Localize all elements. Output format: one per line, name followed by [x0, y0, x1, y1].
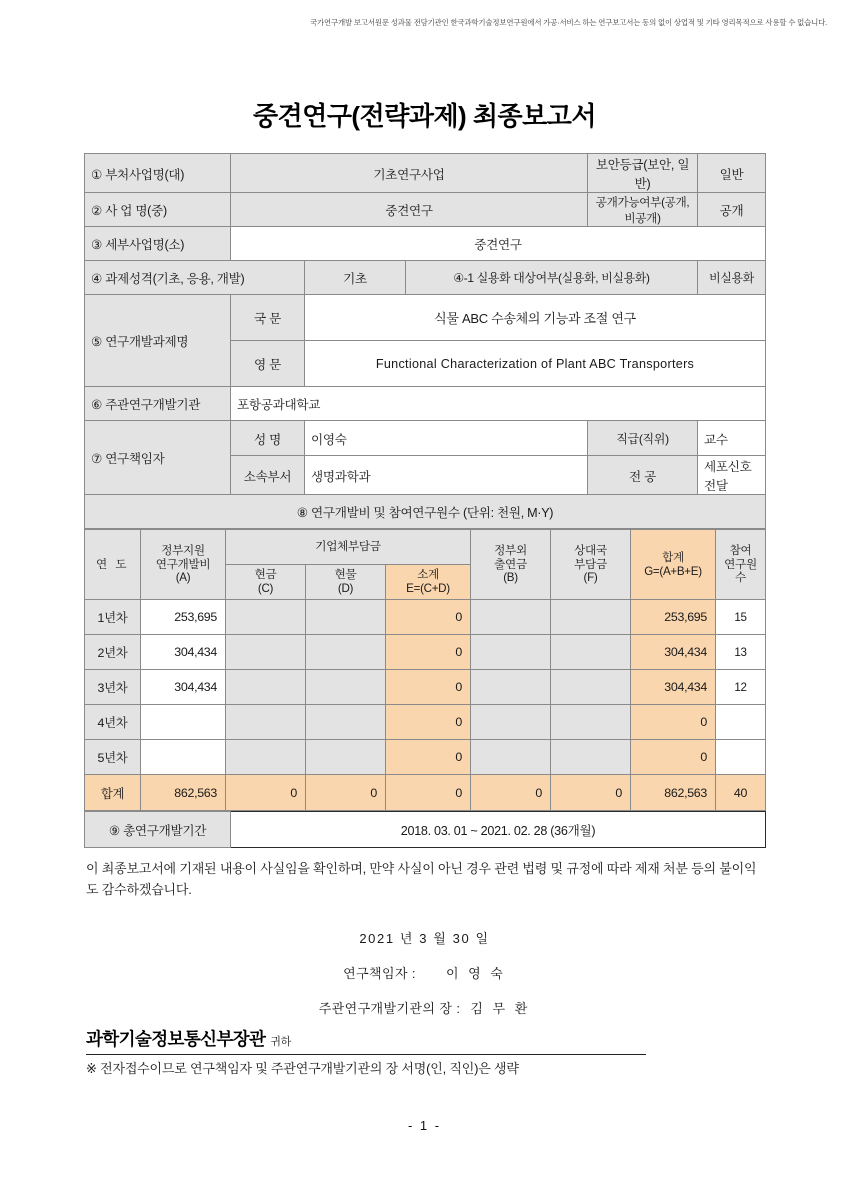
korean-title-label: 국 문	[231, 295, 305, 341]
korean-title-value: 식물 ABC 수송체의 기능과 조절 연구	[305, 295, 766, 341]
researchers-value: 15	[716, 600, 766, 635]
pi-signature-label: 연구책임자 :	[343, 966, 416, 981]
project-type-value: 기초	[305, 261, 406, 295]
col-foreign-header: 상대국 부담금 (F)	[551, 530, 631, 600]
col-company-group-header: 기업체부담금	[226, 530, 471, 565]
ministry-program-value: 기초연구사업	[231, 154, 588, 193]
subtotal-value: 0	[386, 740, 471, 775]
minister-honorific: 귀하	[270, 1036, 292, 1048]
budget-header-row-1	[85, 530, 766, 565]
pi-name-value: 이영숙	[305, 421, 588, 456]
gov-funding-value	[141, 740, 226, 775]
pi-dept-label: 소속부서	[231, 456, 305, 495]
research-period-value: 2018. 03. 01 ~ 2021. 02. 28 (36개월)	[231, 812, 766, 848]
project-type-label: ④ 과제성격(기초, 응용, 개발)	[85, 261, 305, 295]
pi-label: ⑦ 연구책임자	[85, 421, 231, 495]
nongov-value	[471, 600, 551, 635]
table-row	[85, 387, 766, 421]
inkind-value	[306, 600, 386, 635]
pi-dept-value: 생명과학과	[305, 456, 588, 495]
pi-position-value: 교수	[698, 421, 766, 456]
gov-funding-value: 304,434	[141, 635, 226, 670]
researchers-value: 13	[716, 635, 766, 670]
english-title-value: Functional Characterization of Plant ABC Transporters	[305, 341, 766, 387]
total-cash: 0	[226, 775, 306, 811]
year-label: 4년차	[85, 705, 141, 740]
col-year-header: 연 도	[85, 530, 141, 600]
program-name-value: 중견연구	[231, 193, 588, 227]
col-cash-header: 현금 (C)	[226, 565, 306, 600]
nongov-value	[471, 740, 551, 775]
org-signature-name: 김 무 환	[470, 1001, 531, 1016]
total-subtotal: 0	[386, 775, 471, 811]
nongov-value	[471, 635, 551, 670]
year-label: 5년차	[85, 740, 141, 775]
project-info-table	[84, 153, 766, 529]
pi-major-label: 전 공	[588, 456, 698, 495]
total-value: 0	[631, 740, 716, 775]
report-cover-sheet	[84, 153, 765, 848]
total-foreign: 0	[551, 775, 631, 811]
commercialization-label: ④-1 실용화 대상여부(실용화, 비실용화)	[406, 261, 698, 295]
security-level-label: 보안등급(보안, 일반)	[588, 154, 698, 193]
pi-major-value: 세포신호전달	[698, 456, 766, 495]
minister-addressee	[86, 1026, 646, 1055]
table-row	[85, 670, 766, 705]
security-level-value: 일반	[698, 154, 766, 193]
table-row	[85, 705, 766, 740]
inkind-value	[306, 670, 386, 705]
nongov-value	[471, 670, 551, 705]
gov-funding-value: 304,434	[141, 670, 226, 705]
detail-program-label: ③ 세부사업명(소)	[85, 227, 231, 261]
cash-value	[226, 635, 306, 670]
host-institution-value: 포항공과대학교	[231, 387, 766, 421]
copyright-notice: 국가연구개발 보고서원문 성과물 전담기관인 한국과학기술정보연구원에서 가공·서비스 하는 연구보고서는 동의 없이 상업적 및 기타 영리목적으로 사용할 수 없습니다.	[310, 18, 827, 27]
page-number: - 1 -	[407, 1118, 442, 1133]
total-row-label: 합계	[85, 775, 141, 811]
table-row	[85, 740, 766, 775]
col-researchers-header: 참여 연구원수	[716, 530, 766, 600]
host-institution-label: ⑥ 주관연구개발기관	[85, 387, 231, 421]
cash-value	[226, 705, 306, 740]
english-title-label: 영 문	[231, 341, 305, 387]
commercialization-value: 비실용화	[698, 261, 766, 295]
signature-date: 2021 년 3 월 30 일	[359, 931, 490, 946]
nongov-value	[471, 705, 551, 740]
researchers-value: 12	[716, 670, 766, 705]
table-row	[85, 495, 766, 529]
inkind-value	[306, 740, 386, 775]
org-signature-label: 주관연구개발기관의 장 :	[318, 1001, 461, 1016]
col-gov-funding-header: 정부지원 연구개발비 (A)	[141, 530, 226, 600]
total-nongov: 0	[471, 775, 551, 811]
foreign-value	[551, 705, 631, 740]
budget-table	[84, 529, 766, 811]
cash-value	[226, 670, 306, 705]
year-label: 1년차	[85, 600, 141, 635]
electronic-submission-note: ※ 전자접수이므로 연구책임자 및 주관연구개발기관의 장 서명(인, 직인)은 생략	[86, 1061, 519, 1076]
subtotal-value: 0	[386, 670, 471, 705]
col-total-header: 합계 G=(A+B+E)	[631, 530, 716, 600]
total-value: 0	[631, 705, 716, 740]
minister-title: 과학기술정보통신부장관	[86, 1029, 266, 1049]
year-label: 2년차	[85, 635, 141, 670]
inkind-value	[306, 635, 386, 670]
budget-total-row	[85, 775, 766, 811]
subtotal-value: 0	[386, 635, 471, 670]
table-row	[85, 600, 766, 635]
table-row	[85, 635, 766, 670]
subtotal-value: 0	[386, 705, 471, 740]
research-period-label: ⑨ 총연구개발기간	[85, 812, 231, 848]
page-title: 중견연구(전략과제) 최종보고서	[252, 101, 597, 131]
research-period-table	[84, 811, 766, 848]
researchers-value	[716, 740, 766, 775]
inkind-value	[306, 705, 386, 740]
foreign-value	[551, 670, 631, 705]
program-name-label: ② 사 업 명(중)	[85, 193, 231, 227]
col-inkind-header: 현물 (D)	[306, 565, 386, 600]
pi-signature-line	[0, 963, 849, 982]
foreign-value	[551, 635, 631, 670]
gov-funding-value	[141, 705, 226, 740]
table-row	[85, 227, 766, 261]
table-row	[85, 193, 766, 227]
table-row	[85, 812, 766, 848]
total-grand: 862,563	[631, 775, 716, 811]
table-row	[85, 261, 766, 295]
researchers-value	[716, 705, 766, 740]
total-inkind: 0	[306, 775, 386, 811]
declaration-text: 이 최종보고서에 기재된 내용이 사실임을 확인하며, 만약 사실이 아닌 경우 관련 법령 및 규정에 따라 제재 처분 등의 불이익도 감수하겠습니다.	[86, 861, 757, 898]
detail-program-value: 중견연구	[231, 227, 766, 261]
foreign-value	[551, 740, 631, 775]
subtotal-value: 0	[386, 600, 471, 635]
pi-name-label: 성 명	[231, 421, 305, 456]
total-value: 304,434	[631, 635, 716, 670]
disclosure-value: 공개	[698, 193, 766, 227]
table-row	[85, 421, 766, 456]
total-gov-funding: 862,563	[141, 775, 226, 811]
col-subtotal-header: 소계 E=(C+D)	[386, 565, 471, 600]
org-signature-line	[0, 998, 849, 1017]
ministry-program-label: ① 부처사업명(대)	[85, 154, 231, 193]
disclosure-label: 공개가능여부(공개, 비공개)	[588, 193, 698, 227]
total-researchers: 40	[716, 775, 766, 811]
table-row	[85, 154, 766, 193]
col-nongov-header: 정부외 출연금 (B)	[471, 530, 551, 600]
project-title-label: ⑤ 연구개발과제명	[85, 295, 231, 387]
budget-caption: ⑧ 연구개발비 및 참여연구원수 (단위: 천원, M·Y)	[85, 495, 766, 529]
foreign-value	[551, 600, 631, 635]
table-row	[85, 295, 766, 341]
cash-value	[226, 740, 306, 775]
year-label: 3년차	[85, 670, 141, 705]
pi-position-label: 직급(직위)	[588, 421, 698, 456]
pi-signature-name: 이 영 숙	[445, 966, 506, 981]
gov-funding-value: 253,695	[141, 600, 226, 635]
total-value: 253,695	[631, 600, 716, 635]
cash-value	[226, 600, 306, 635]
total-value: 304,434	[631, 670, 716, 705]
